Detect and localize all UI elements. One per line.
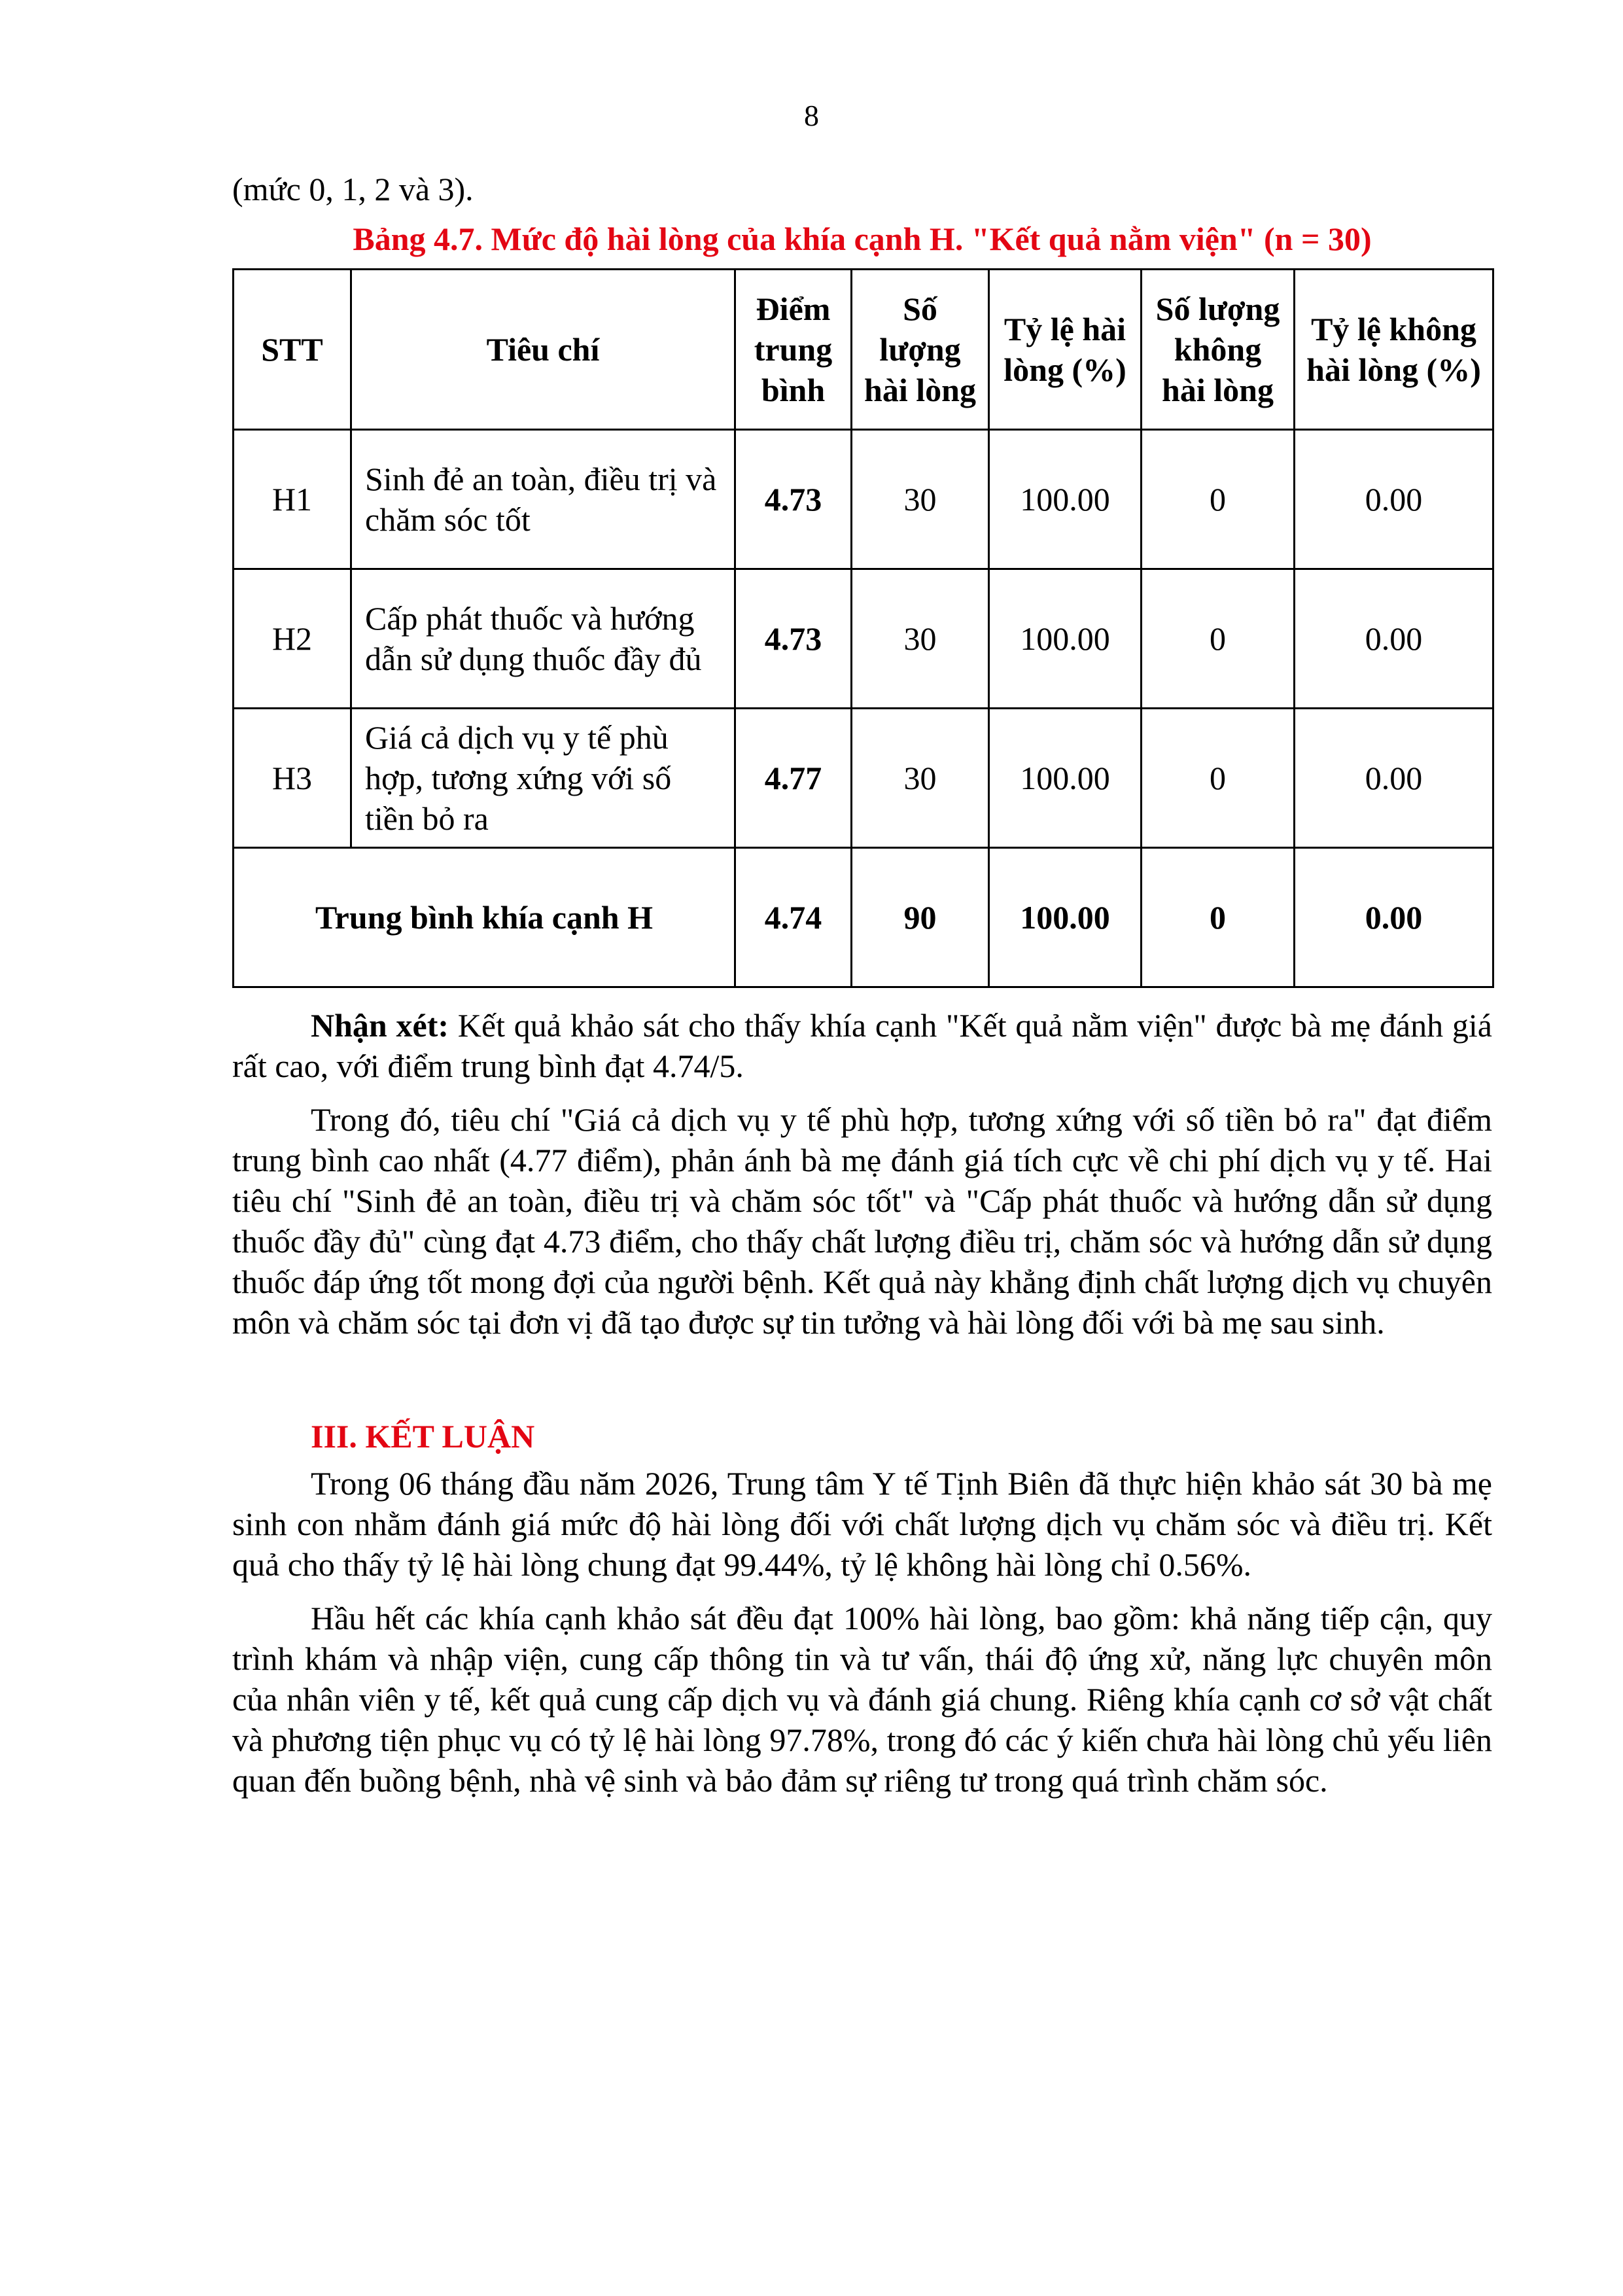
cell-satisfied-rate: 100.00 [989,430,1142,569]
header-mean-score: Điểm trung bình [735,270,852,430]
header-satisfied-rate: Tỷ lệ hài lòng (%) [989,270,1142,430]
cell-unsatisfied-count: 0 [1142,569,1295,709]
cell-mean-score: 4.77 [735,709,852,848]
table-caption: Bảng 4.7. Mức độ hài lòng của khía cạnh H. "Kết quả nằm viện" (n = 30) [353,221,1372,257]
cell-satisfied-rate: 100.00 [989,569,1142,709]
header-satisfied-count: Số lượng hài lòng [852,270,989,430]
remark-label: Nhận xét: [311,1007,449,1044]
table-header-row [234,270,1493,430]
cell-stt: H3 [234,709,351,848]
conclusion-paragraph-1: Trong 06 tháng đầu năm 2026, Trung tâm Y tế Tịnh Biên đã thực hiện khảo sát 30 bà mẹ sinh con nhằm đánh giá mức độ hài lòng đối với chất lượng dịch vụ chăm sóc và điều trị. Kết quả cho thấy tỷ lệ hài lòng chung đạt 99.44%, tỷ lệ không hài lòng chỉ 0.56%. [232,1465,1492,1583]
cell-satisfied-count: 30 [852,569,989,709]
cell-mean-score: 4.73 [735,430,852,569]
cell-unsatisfied-count: 0 [1142,430,1295,569]
cell-satisfied-count: 30 [852,430,989,569]
section-heading: III. KẾT LUẬN [311,1418,535,1455]
table-total-row [234,848,1493,987]
satisfaction-table [232,268,1494,988]
intro-line: (mức 0, 1, 2 và 3). [232,171,474,207]
cell-mean-score: 4.73 [735,569,852,709]
cell-criteria: Sinh đẻ an toàn, điều trị và chăm sóc tốt [351,430,735,569]
table-row [234,430,1493,569]
analysis-paragraph: Trong đó, tiêu chí "Giá cả dịch vụ y tế phù hợp, tương xứng với số tiền bỏ ra" đạt điểm trung bình cao nhất (4.77 điểm), phản ánh bà mẹ đánh giá tích cực về chi phí dịch vụ y tế. Hai tiêu chí "Sinh đẻ an toàn, điều trị và chăm sóc tốt" và "Cấp phát thuốc và hướng dẫn sử dụng thuốc đầy đủ" cùng đạt 4.73 điểm, cho thấy chất lượng điều trị, chăm sóc và hướng dẫn sử dụng thuốc đáp ứng tốt mong đợi của người bệnh. Kết quả này khẳng định chất lượng dịch vụ chuyên môn và chăm sóc tại đơn vị đã tạo được sự tin tưởng và hài lòng đối với bà mẹ sau sinh. [232,1101,1492,1341]
cell-unsatisfied-rate: 0.00 [1295,569,1493,709]
cell-criteria: Cấp phát thuốc và hướng dẫn sử dụng thuốc đầy đủ [351,569,735,709]
total-unsatisfied-rate: 0.00 [1295,848,1493,987]
cell-stt: H2 [234,569,351,709]
cell-stt: H1 [234,430,351,569]
table-row [234,709,1493,848]
total-satisfied-rate: 100.00 [989,848,1142,987]
total-unsatisfied-count: 0 [1142,848,1295,987]
total-label: Trung bình khía cạnh H [234,848,735,987]
cell-unsatisfied-rate: 0.00 [1295,430,1493,569]
cell-unsatisfied-count: 0 [1142,709,1295,848]
conclusion-paragraph-2: Hầu hết các khía cạnh khảo sát đều đạt 100% hài lòng, bao gồm: khả năng tiếp cận, quy trình khám và nhập viện, cung cấp thông tin và tư vấn, thái độ ứng xử, năng lực chuyên môn của nhân viên y tế, kết quả cung cấp dịch vụ và đánh giá chung. Riêng khía cạnh cơ sở vật chất và phương tiện phục vụ có tỷ lệ hài lòng 97.78%, trong đó các ý kiến chưa hài lòng chủ yếu liên quan đến buồng bệnh, nhà vệ sinh và bảo đảm sự riêng tư trong quá trình chăm sóc. [232,1600,1492,1799]
table-row [234,569,1493,709]
remark-paragraph [232,1005,1492,1086]
total-mean-score: 4.74 [735,848,852,987]
header-criteria: Tiêu chí [351,270,735,430]
cell-satisfied-rate: 100.00 [989,709,1142,848]
cell-satisfied-count: 30 [852,709,989,848]
header-stt: STT [234,270,351,430]
document-body [232,169,1492,1801]
cell-unsatisfied-rate: 0.00 [1295,709,1493,848]
cell-criteria: Giá cả dịch vụ y tế phù hợp, tương xứng với số tiền bỏ ra [351,709,735,848]
page-number: 8 [804,99,819,132]
header-unsatisfied-count: Số lượng không hài lòng [1142,270,1295,430]
header-unsatisfied-rate: Tỷ lệ không hài lòng (%) [1295,270,1493,430]
remark-text: Kết quả khảo sát cho thấy khía cạnh "Kết quả nằm viện" được bà mẹ đánh giá rất cao, với điểm trung bình đạt 4.74/5. [232,1007,1492,1084]
total-satisfied-count: 90 [852,848,989,987]
